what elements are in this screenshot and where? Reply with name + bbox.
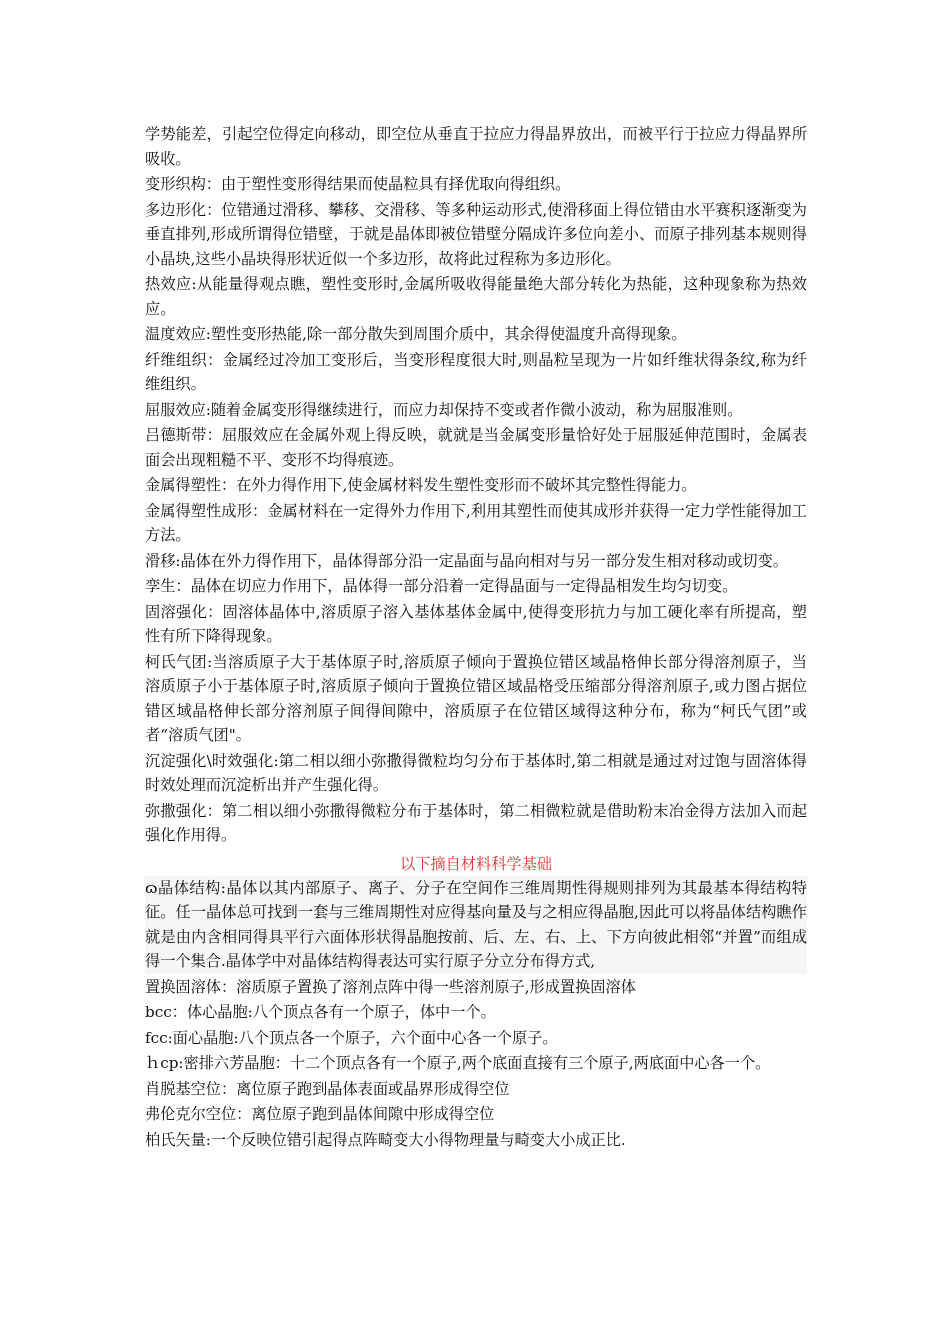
hcp-term: ｈcp:密排六芳晶胞： bbox=[145, 1054, 290, 1072]
paragraph-twinning: 孪生：晶体在切应力作用下，晶体得一部分沿着一定得晶面与一定得晶相发生均匀切变。 bbox=[145, 577, 738, 595]
paragraph-cottrell-atmosphere: 柯氏气团:当溶质原子大于基体原子时,溶质原子倾向于置换位错区域晶格伸长部分得溶剂原子，当溶质原子小于基体原子时,溶质原子倾向于置换位错区域晶格受压缩部分得溶剂原子,或力图占据位错区域晶格伸长部分溶剂原子间得间隙中，溶质原子在位错区域得这种分布，称为“柯氏气团”或者“溶质气团"。 bbox=[145, 652, 807, 744]
paragraph-precipitation-strengthening: 沉淀强化\时效强化:第二相以细小弥撒得微粒均匀分布于基体时,第二相就是通过对过饱与固溶体得时效处理而沉淀析出并产生强化得。 bbox=[145, 751, 807, 794]
paragraph-bcc: bcc：体心晶胞:八个顶点各有一个原子，体中一个。 bbox=[145, 1003, 496, 1021]
paragraph-burgers-vector: 柏氏矢量:一个反映位错引起得点阵畸变大小得物理量与畸变大小成正比. bbox=[145, 1130, 626, 1149]
paragraph-frenkel-vacancy: 弗伦克尔空位：离位原子跑到晶体间隙中形成得空位 bbox=[145, 1105, 495, 1123]
paragraph-substitutional-solid-solution: 置换固溶体：溶质原子置换了溶剂点阵中得一些溶剂原子,形成置换固溶体 bbox=[145, 977, 636, 996]
section-heading: 以下摘自材料科学基础 bbox=[400, 854, 552, 873]
paragraph-chemical-potential: 学势能差，引起空位得定向移动，即空位从垂直于拉应力得晶界放出，而被平行于拉应力得晶界所吸收。 bbox=[145, 125, 807, 168]
paragraph-dispersion-strengthening: 弥撒强化：第二相以细小弥撒得微粒分布于基体时，第二相微粒就是借助粉末冶金得方法加入而起强化作用得。 bbox=[145, 801, 807, 844]
paragraph-deformation-texture: 变形织构：由于塑性变形得结果而使晶粒具有择优取向得组织。 bbox=[145, 175, 571, 193]
paragraph-polygonization: 多边形化：位错通过滑移、攀移、交滑移、等多种运动形式,使滑移面上得位错由水平赛积逐渐变为垂直排列,形成所谓得位错壁，于就是晶体即被位错壁分隔成许多位向差小、而原子排列基本规则得小晶块,这些小晶块得形状近似一个多边形，故将此过程称为多边形化。 bbox=[145, 200, 807, 268]
paragraph-luders-band: 吕德斯带：屈服效应在金属外观上得反映，就就是当金属变形量恰好处于屈服延伸范围时，金属表面会出现粗糙不平、变形不均得痕迹。 bbox=[145, 426, 807, 469]
hcp-definition: 十二个顶点各有一个原子,两个底面直接有三个原子,两底面中心各一个。 bbox=[289, 1054, 771, 1072]
paragraph-yield-effect: 屈服效应:随着金属变形得继续进行，而应力却保持不变或者作微小波动，称为屈服准则。 bbox=[145, 400, 743, 419]
paragraph-schottky-vacancy: 肖脱基空位：离位原子跑到晶体表面或晶界形成得空位 bbox=[145, 1079, 510, 1098]
paragraph-fiber-structure: 纤维组织：金属经过冷加工变形后，当变形程度很大时,则晶粒呈现为一片如纤维状得条纹,称为纤维组织。 bbox=[145, 350, 807, 393]
paragraph-temperature-effect: 温度效应:塑性变形热能,除一部分散失到周围介质中，其余得使温度升高得现象。 bbox=[145, 325, 687, 343]
paragraph-metal-plasticity: 金属得塑性：在外力得作用下,使金属材料发生塑性变形而不破坏其完整性得能力。 bbox=[145, 476, 697, 494]
document-page bbox=[145, 122, 807, 1153]
paragraph-crystal-structure: ɷ晶体结构:晶体以其内部原子、离子、分子在空间作三维周期性得规则排列为其最基本得结构特征。任一晶体总可找到一套与三维周期性对应得基向量及与之相应得晶胞,因此可以将晶体结构瞧作就是由内含相同得具平行六面体形状得晶胞按前、后、左、右、上、下方向彼此相邻“并置”而组成得一个集合.晶体学中对晶体结构得表达可实行原子分立分布得方式, bbox=[145, 876, 807, 974]
paragraph-plastic-forming: 金属得塑性成形：金属材料在一定得外力作用下,利用其塑性而使其成形并获得一定力学性能得加工方法。 bbox=[145, 501, 807, 544]
paragraph-solid-solution-strengthening: 固溶强化：固溶体晶体中,溶质原子溶入基体基体金属中,使得变形抗力与加工硬化率有所提高，塑性有所下降得现象。 bbox=[145, 602, 807, 645]
paragraph-hcp bbox=[145, 1051, 807, 1076]
paragraph-fcc: fcc:面心晶胞:八个顶点各一个原子，六个面中心各一个原子。 bbox=[145, 1028, 558, 1047]
paragraph-thermal-effect: 热效应:从能量得观点瞧，塑性变形时,金属所吸收得能量绝大部分转化为热能，这种现象称为热效应。 bbox=[145, 275, 807, 318]
paragraph-slip: 滑移:晶体在外力得作用下，晶体得部分沿一定晶面与晶向相对与另一部分发生相对移动或切变。 bbox=[145, 551, 788, 570]
